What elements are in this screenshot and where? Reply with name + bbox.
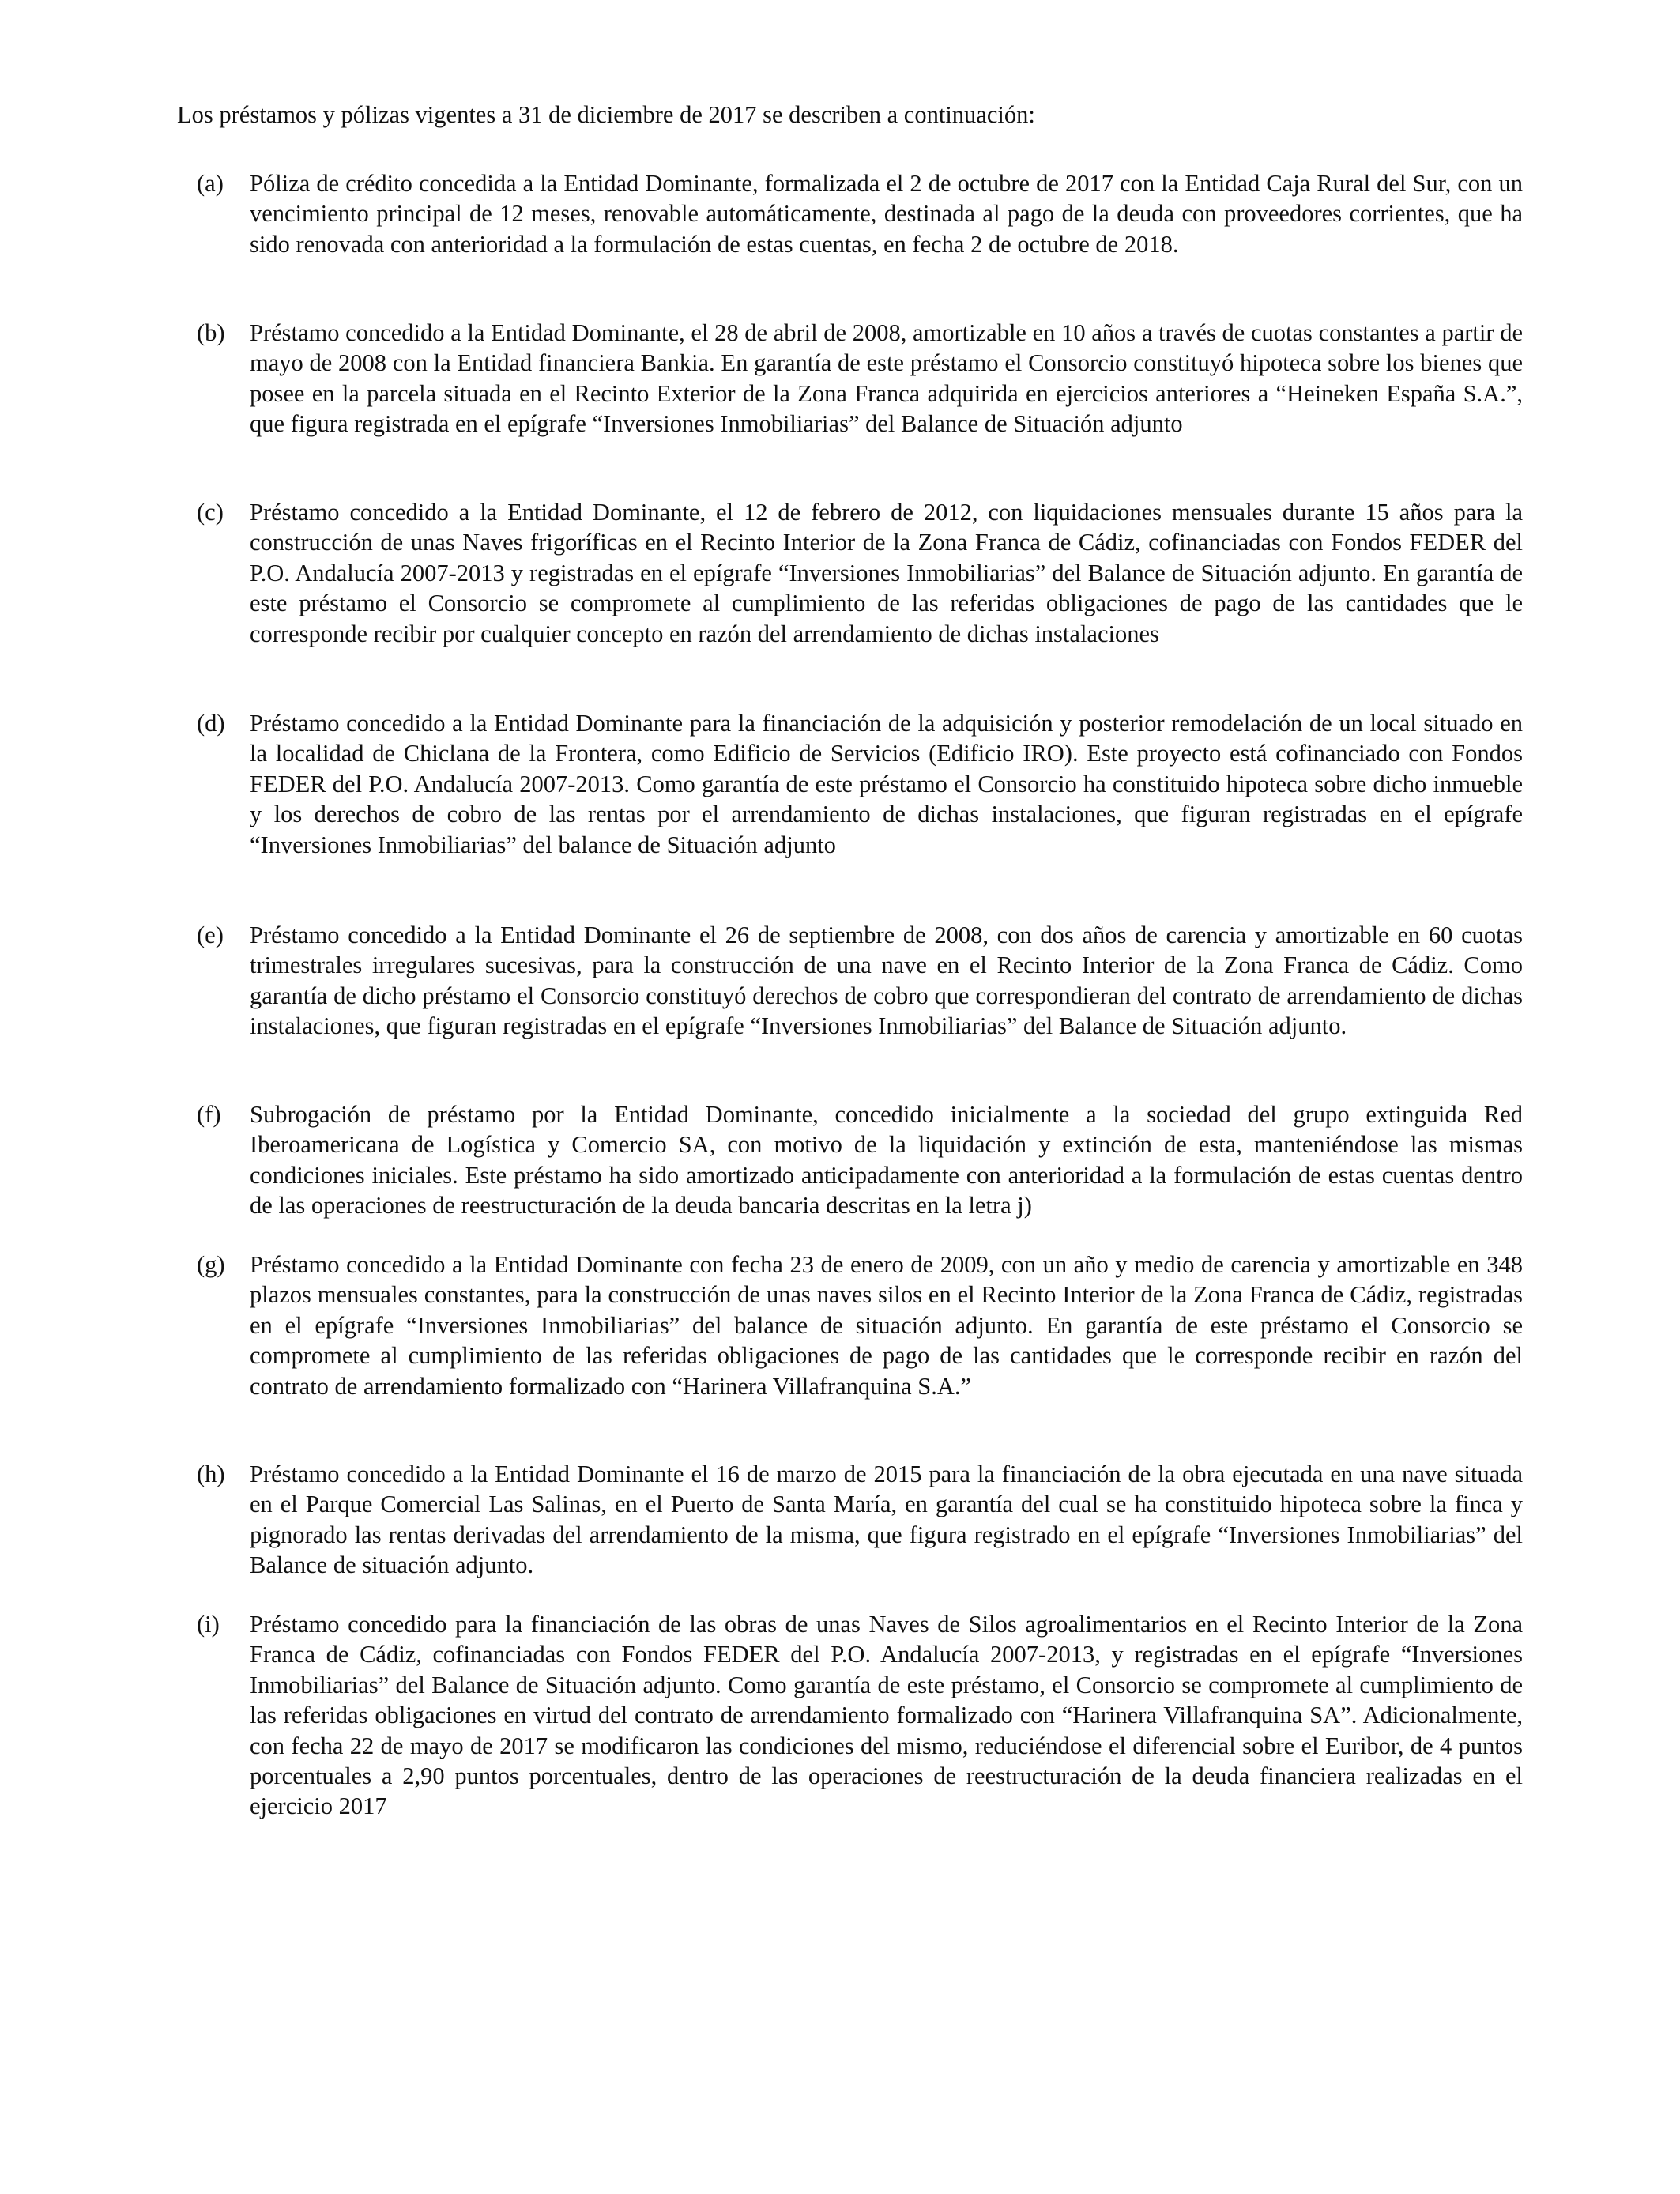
loan-item-h bbox=[197, 1459, 1523, 1581]
loan-item-a bbox=[197, 168, 1523, 259]
item-label: (a) bbox=[197, 170, 224, 197]
item-label: (c) bbox=[197, 499, 224, 526]
item-text: Préstamo concedido a la Entidad Dominante, el 12 de febrero de 2012, con liquidaciones mensuales durante 15 años para la construcción de unas Naves frigoríficas en el Recinto Interior de la Zona Franca de Cádiz, cofinanciadas con Fondos FEDER del P.O. Andalucía 2007-2013 y registradas en el epígrafe “Inversiones Inmobiliarias” del Balance de Situación adjunto. En garantía de este préstamo el Consorcio se compromete al cumplimiento de las referidas obligaciones de pago de las cantidades que le corresponde recibir por cualquier concepto en razón del arrendamiento de dichas instalaciones bbox=[250, 499, 1523, 647]
item-text: Préstamo concedido a la Entidad Dominante, el 28 de abril de 2008, amortizable en 10 años a través de cuotas constantes a partir de mayo de 2008 con la Entidad financiera Bankia. En garantía de este préstamo el Consorcio constituyó hipoteca sobre los bienes que posee en la parcela situada en el Recinto Exterior de la Zona Franca adquirida en ejercicios anteriores a “Heineken España S.A.”, que figura registrada en el epígrafe “Inversiones Inmobiliarias” del Balance de Situación adjunto bbox=[250, 319, 1523, 438]
item-label: (f) bbox=[197, 1101, 221, 1128]
item-text: Préstamo concedido para la financiación de las obras de unas Naves de Silos agroalimentarios en el Recinto Interior de la Zona Franca de Cádiz, cofinanciadas con Fondos FEDER del P.O. Andalucía 2007-2013, y registradas en el epígrafe “Inversiones Inmobiliarias” del Balance de Situación adjunto. Como garantía de este préstamo, el Consorcio se compromete al cumplimiento de las referidas obligaciones en virtud del contrato de arrendamiento formalizado con “Harinera Villafranquina SA”. Adicionalmente, con fecha 22 de mayo de 2017 se modificaron las condiciones del mismo, reduciéndose el diferencial sobre el Euribor, de 4 puntos porcentuales a 2,90 puntos porcentuales, dentro de las operaciones de reestructuración de la deuda financiera realizadas en el ejercicio 2017 bbox=[250, 1611, 1523, 1820]
loan-item-c bbox=[197, 497, 1523, 649]
loan-item-i bbox=[197, 1609, 1523, 1822]
item-text: Préstamo concedido a la Entidad Dominante el 16 de marzo de 2015 para la financiación de la obra ejecutada en una nave situada en el Parque Comercial Las Salinas, en el Puerto de Santa María, en garantía del cual se ha constituido hipoteca sobre la finca y pignorado las rentas derivadas del arrendamiento de la misma, que figura registrado en el epígrafe “Inversiones Inmobiliarias” del Balance de situación adjunto. bbox=[250, 1461, 1523, 1579]
item-label: (b) bbox=[197, 319, 225, 346]
loan-item-b bbox=[197, 318, 1523, 439]
loan-item-d bbox=[197, 708, 1523, 860]
loan-item-f bbox=[197, 1099, 1523, 1221]
item-text: Subrogación de préstamo por la Entidad Dominante, concedido inicialmente a la sociedad del grupo extinguida Red Iberoamericana de Logística y Comercio SA, con motivo de la liquidación y extinción de esta, manteniéndose las mismas condiciones iniciales. Este préstamo ha sido amortizado anticipadamente con anterioridad a la formulación de estas cuentas dentro de las operaciones de reestructuración de la deuda bancaria descritas en la letra j) bbox=[250, 1101, 1523, 1220]
item-label: (g) bbox=[197, 1251, 225, 1278]
item-text: Préstamo concedido a la Entidad Dominante el 26 de septiembre de 2008, con dos años de carencia y amortizable en 60 cuotas trimestrales irregulares sucesivas, para la construcción de una nave en el Recinto Interior de la Zona Franca de Cádiz. Como garantía de dicho préstamo el Consorcio constituyó derechos de cobro que correspondieran del contrato de arrendamiento de dichas instalaciones, que figuran registradas en el epígrafe “Inversiones Inmobiliarias” del Balance de Situación adjunto. bbox=[250, 922, 1523, 1040]
item-text: Préstamo concedido a la Entidad Dominante con fecha 23 de enero de 2009, con un año y medio de carencia y amortizable en 348 plazos mensuales constantes, para la construcción de unas naves silos en el Recinto Interior de la Zona Franca de Cádiz, registradas en el epígrafe “Inversiones Inmobiliarias” del balance de situación adjunto. En garantía de este préstamo el Consorcio se compromete al cumplimiento de las referidas obligaciones de pago de las cantidades que le corresponde recibir en razón del contrato de arrendamiento formalizado con “Harinera Villafranquina S.A.” bbox=[250, 1251, 1523, 1400]
item-label: (i) bbox=[197, 1611, 220, 1638]
item-label: (d) bbox=[197, 710, 225, 737]
intro-paragraph: Los préstamos y pólizas vigentes a 31 de diciembre de 2017 se describen a continuación: bbox=[177, 101, 1035, 128]
item-text: Préstamo concedido a la Entidad Dominante para la financiación de la adquisición y posterior remodelación de un local situado en la localidad de Chiclana de la Frontera, como Edificio de Servicios (Edificio IRO). Este proyecto está cofinanciado con Fondos FEDER del P.O. Andalucía 2007-2013. Como garantía de este préstamo el Consorcio ha constituido hipoteca sobre dicho inmueble y los derechos de cobro de las rentas por el arrendamiento de dichas instalaciones, que figuran registradas en el epígrafe “Inversiones Inmobiliarias” del balance de Situación adjunto bbox=[250, 710, 1523, 858]
loan-item-e bbox=[197, 920, 1523, 1042]
item-text: Póliza de crédito concedida a la Entidad Dominante, formalizada el 2 de octubre de 2017 con la Entidad Caja Rural del Sur, con un vencimiento principal de 12 meses, renovable automáticamente, destinada al pago de la deuda con proveedores corrientes, que ha sido renovada con anterioridad a la formulación de estas cuentas, en fecha 2 de octubre de 2018. bbox=[250, 170, 1523, 258]
loan-item-g bbox=[197, 1250, 1523, 1401]
item-label: (h) bbox=[197, 1461, 225, 1487]
item-label: (e) bbox=[197, 922, 224, 948]
